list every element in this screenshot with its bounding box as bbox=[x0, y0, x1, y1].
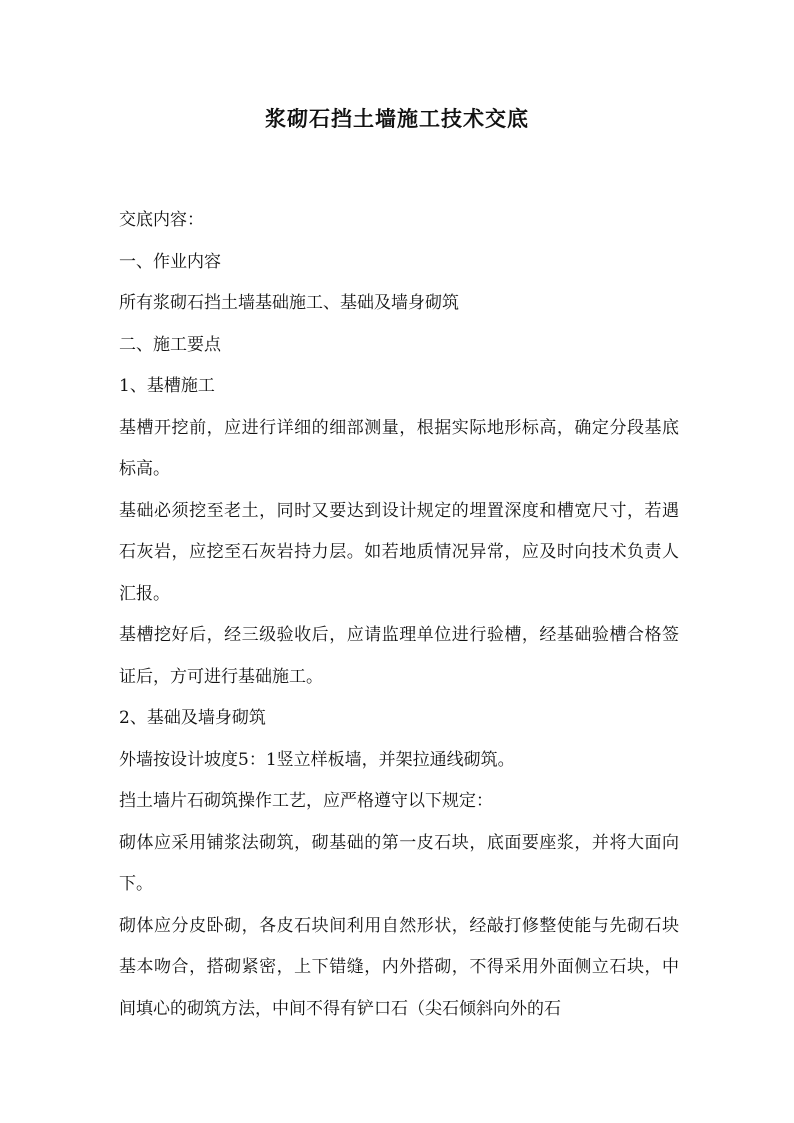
paragraph-trench-inspection: 基槽挖好后，经三级验收后，应请监理单位进行验槽，经基础验槽合格签证后，方可进行基础施工。 bbox=[119, 625, 679, 687]
subsection-heading-1: 1、基槽施工 bbox=[119, 376, 215, 396]
paragraph-intro: 交底内容： bbox=[119, 210, 204, 230]
section-heading-1: 一、作业内容 bbox=[119, 251, 221, 272]
paragraph-layering: 砌体应分皮卧砌，各皮石块间利用自然形状，经敲打修整使能与先砌石块基本吻合，搭砌紧密，上下错缝，内外搭砌，不得采用外面侧立石块，中间填心的砌筑方法，中间不得有铲口石（尖石倾斜向外的石 bbox=[119, 915, 679, 1019]
document-body bbox=[119, 200, 679, 1030]
paragraph-trench-survey: 基槽开挖前，应进行详细的细部测量，根据实际地形标高，确定分段基底标高。 bbox=[119, 417, 679, 479]
section-heading-2: 二、施工要点 bbox=[119, 334, 221, 355]
paragraph-slope: 外墙按设计坡度5：1竖立样板墙，并架拉通线砌筑。 bbox=[119, 749, 515, 770]
document-title: 浆砌石挡土墙施工技术交底 bbox=[265, 106, 529, 131]
paragraph-scope: 所有浆砌石挡土墙基础施工、基础及墙身砌筑 bbox=[119, 293, 459, 313]
paragraph-rules: 挡土墙片石砌筑操作工艺，应严格遵守以下规定： bbox=[119, 791, 493, 811]
paragraph-mortar-bed: 砌体应采用铺浆法砌筑，砌基础的第一皮石块，底面要座浆，并将大面向下。 bbox=[119, 832, 679, 894]
subsection-heading-2: 2、基础及墙身砌筑 bbox=[119, 708, 266, 728]
paragraph-trench-depth: 基础必须挖至老土，同时又要达到设计规定的埋置深度和槽宽尺寸，若遇石灰岩，应挖至石灰岩持力层。如若地质情况异常，应及时向技术负责人汇报。 bbox=[119, 500, 679, 604]
